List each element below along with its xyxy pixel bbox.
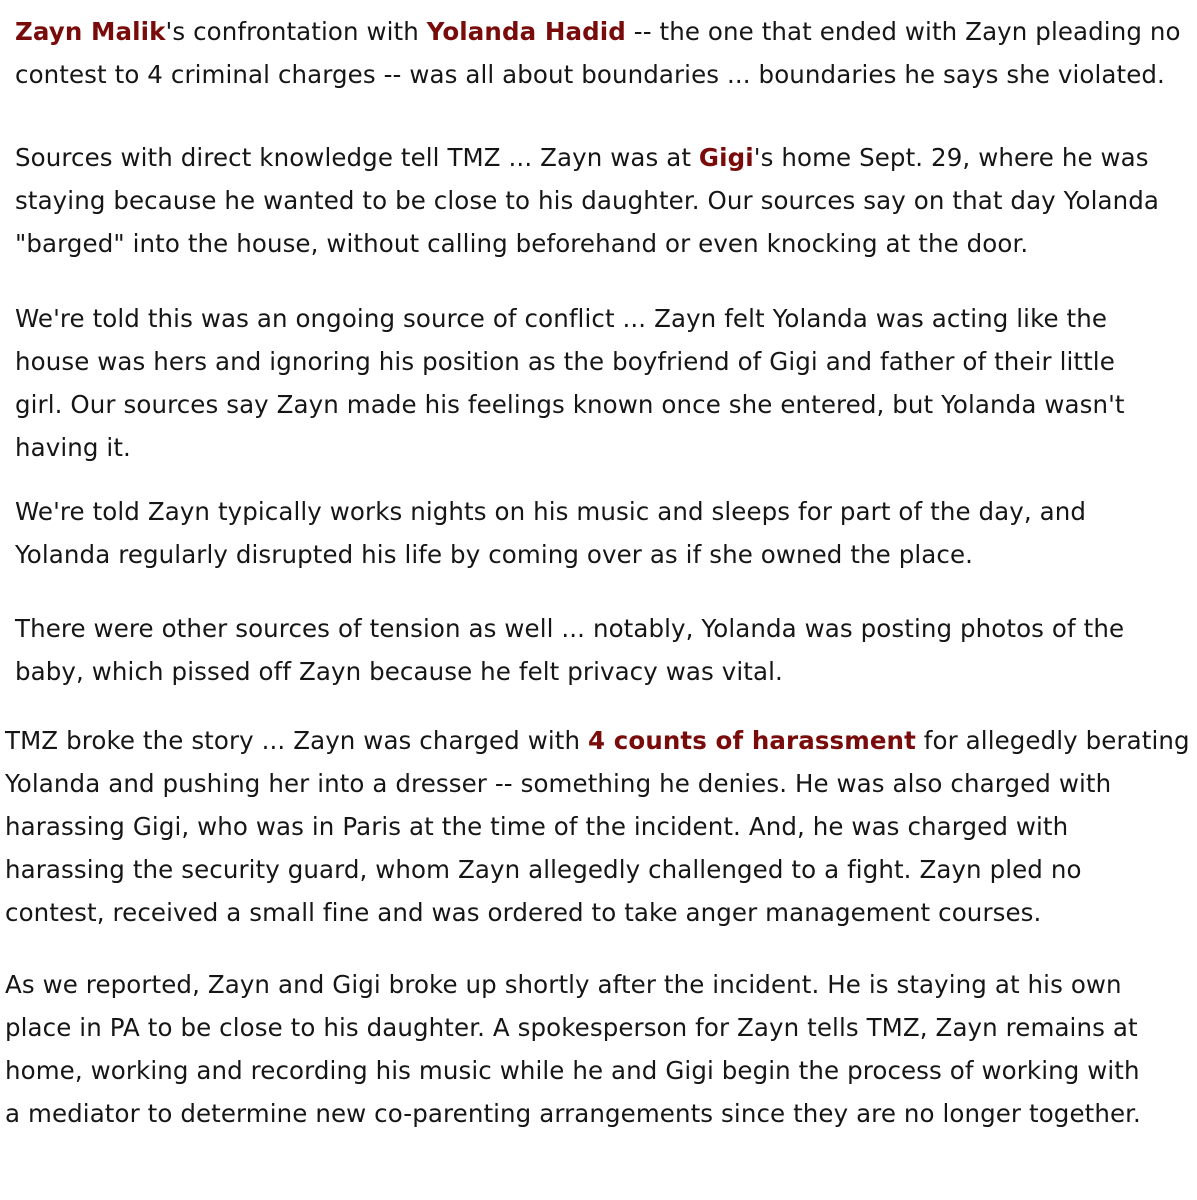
text-line [15, 222, 1159, 265]
text-segment: contest, received a small fine and was ordered to take anger management courses. [5, 898, 1042, 927]
text-line [15, 297, 1125, 340]
text-segment: TMZ broke the story ... Zayn was charged with [5, 726, 588, 755]
text-segment: Sources with direct knowledge tell TMZ ... Zayn was at [15, 143, 699, 172]
text-line [15, 533, 1086, 576]
text-line [15, 426, 1125, 469]
text-line [5, 762, 1190, 805]
text-line [15, 179, 1159, 222]
paragraph [15, 297, 1125, 469]
paragraph [5, 719, 1190, 934]
text-line [5, 1006, 1141, 1049]
inline-link[interactable]: Gigi [698, 143, 754, 172]
text-line [5, 1049, 1141, 1092]
text-segment: having it. [15, 433, 131, 462]
text-line [5, 719, 1190, 762]
text-segment: We're told Zayn typically works nights on his music and sleeps for part of the day, and [15, 497, 1087, 526]
text-line [15, 490, 1086, 533]
paragraph [15, 136, 1159, 265]
text-line [5, 848, 1190, 891]
text-line [15, 383, 1125, 426]
text-segment: -- the one that ended with Zayn pleading no [625, 17, 1181, 46]
text-segment: 's confrontation with [165, 17, 427, 46]
text-segment: girl. Our sources say Zayn made his feelings known once she entered, but Yolanda wasn't [15, 390, 1125, 419]
text-segment: for allegedly berating [915, 726, 1190, 755]
text-line [15, 136, 1159, 179]
text-segment: staying because he wanted to be close to his daughter. Our sources say on that day Yolanda [15, 186, 1159, 215]
paragraph [15, 490, 1086, 576]
paragraph [5, 963, 1141, 1135]
text-segment: harassing Gigi, who was in Paris at the time of the incident. And, he was charged with [5, 812, 1069, 841]
text-segment: baby, which pissed off Zayn because he felt privacy was vital. [15, 657, 783, 686]
text-segment: There were other sources of tension as well ... notably, Yolanda was posting photos of the [15, 614, 1125, 643]
text-line [15, 10, 1181, 53]
inline-link[interactable]: 4 counts of harassment [588, 726, 916, 755]
text-line [15, 53, 1181, 96]
text-segment: We're told this was an ongoing source of conflict ... Zayn felt Yolanda was acting like the [15, 304, 1108, 333]
text-line [5, 891, 1190, 934]
text-segment: "barged" into the house, without calling beforehand or even knocking at the door. [15, 229, 1029, 258]
text-segment: place in PA to be close to his daughter. A spokesperson for Zayn tells TMZ, Zayn remains at [5, 1013, 1138, 1042]
text-segment: home, working and recording his music while he and Gigi begin the process of working with [5, 1056, 1140, 1085]
text-segment: Yolanda and pushing her into a dresser -- something he denies. He was also charged with [5, 769, 1112, 798]
text-line [15, 607, 1124, 650]
text-segment: a mediator to determine new co-parenting arrangements since they are no longer together. [5, 1099, 1141, 1128]
text-line [5, 963, 1141, 1006]
text-segment: As we reported, Zayn and Gigi broke up shortly after the incident. He is staying at his own [5, 970, 1122, 999]
paragraph [15, 10, 1181, 96]
text-segment: house was hers and ignoring his position as the boyfriend of Gigi and father of their little [15, 347, 1115, 376]
inline-link[interactable]: Yolanda Hadid [426, 17, 626, 46]
text-line [5, 1092, 1141, 1135]
text-segment: Yolanda regularly disrupted his life by coming over as if she owned the place. [15, 540, 974, 569]
text-segment: harassing the security guard, whom Zayn allegedly challenged to a fight. Zayn pled no [5, 855, 1082, 884]
text-line [15, 340, 1125, 383]
inline-link[interactable]: Zayn Malik [15, 17, 166, 46]
paragraph [15, 607, 1124, 693]
text-segment: 's home Sept. 29, where he was [753, 143, 1149, 172]
text-segment: contest to 4 criminal charges -- was all about boundaries ... boundaries he says she violated. [15, 60, 1165, 89]
text-line [5, 805, 1190, 848]
text-line [15, 650, 1124, 693]
